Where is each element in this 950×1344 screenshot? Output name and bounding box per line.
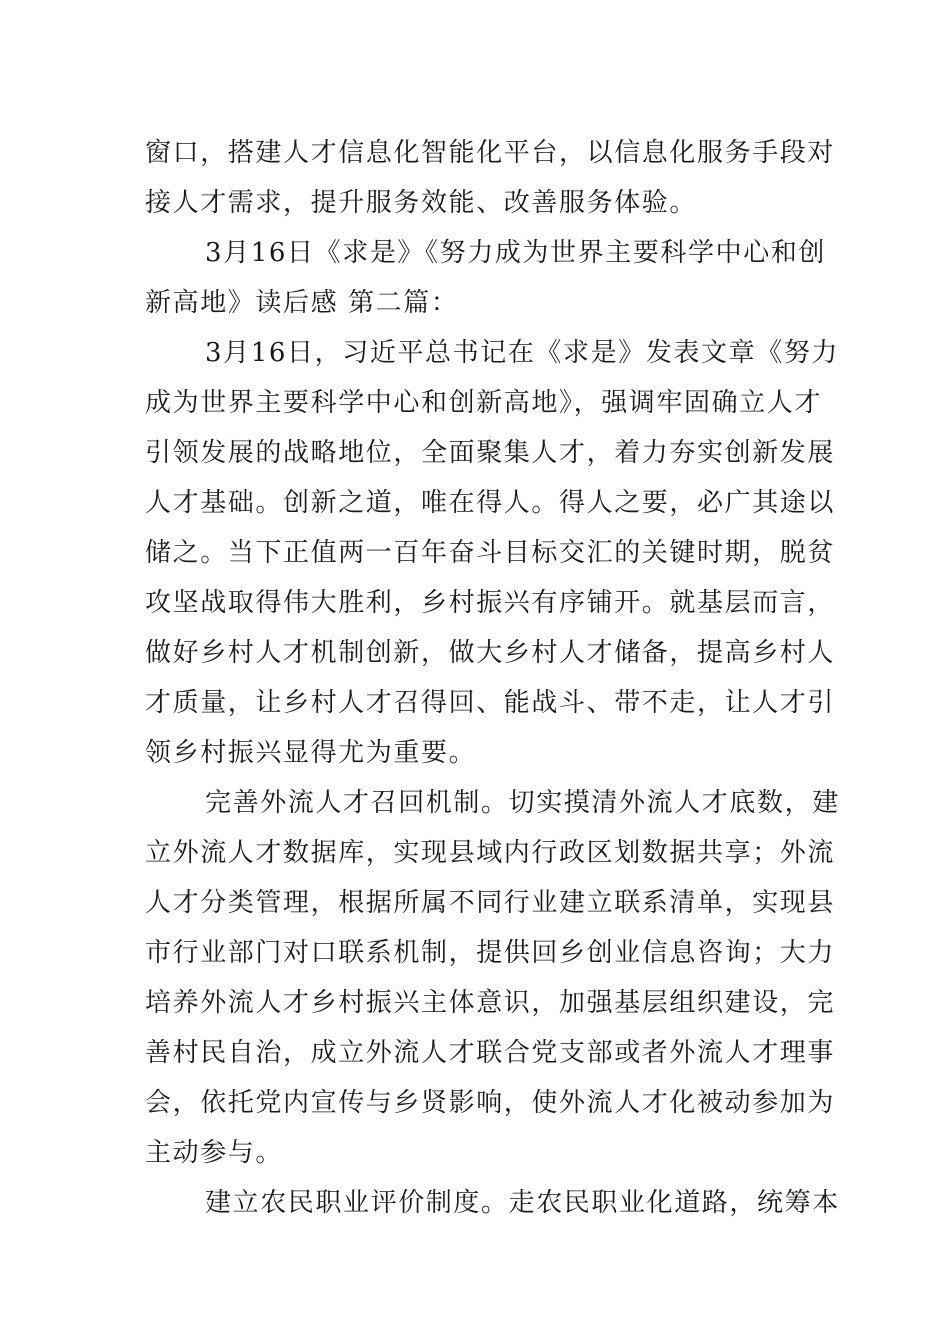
paragraph [145, 1178, 840, 1228]
paragraph [145, 328, 840, 778]
text-line: 引领发展的战略地位，全面聚集人才，着力夯实创新发展 [145, 438, 836, 468]
text-line: 主动参与。 [145, 1138, 284, 1168]
text-line: 培养外流人才乡村振兴主体意识，加强基层组织建设，完 [145, 988, 836, 1018]
text-line: 领乡村振兴显得尤为重要。 [145, 738, 477, 768]
text-line: 完善外流人才召回机制。切实摸清外流人才底数，建 [205, 788, 840, 818]
paragraph [145, 778, 840, 1178]
document-page [145, 128, 840, 1228]
text-line: 攻坚战取得伟大胜利，乡村振兴有序铺开。就基层而言， [145, 588, 836, 618]
text-line: 窗口，搭建人才信息化智能化平台，以信息化服务手段对 [145, 138, 836, 168]
text-line: 3月16日《求是》《努力成为世界主要科学中心和创 [205, 238, 827, 268]
text-line: 储之。当下正值两一百年奋斗目标交汇的关键时期，脱贫 [145, 538, 836, 568]
text-line: 人才分类管理，根据所属不同行业建立联系清单，实现县 [145, 888, 836, 918]
section-heading [145, 228, 827, 328]
text-line: 才质量，让乡村人才召得回、能战斗、带不走，让人才引 [145, 688, 836, 718]
text-line: 建立农民职业评价制度。走农民职业化道路，统筹本 [205, 1188, 840, 1218]
text-line: 善村民自治，成立外流人才联合党支部或者外流人才理事 [145, 1038, 836, 1068]
text-line: 成为世界主要科学中心和创新高地》，强调牢固确立人才 [145, 388, 823, 418]
text-line: 人才基础。创新之道，唯在得人。得人之要，必广其途以 [145, 488, 836, 518]
text-line: 市行业部门对口联系机制，提供回乡创业信息咨询；大力 [145, 938, 836, 968]
text-line: 接人才需求，提升服务效能、改善服务体验。 [145, 188, 698, 218]
text-line: 立外流人才数据库，实现县域内行政区划数据共享；外流 [145, 838, 836, 868]
paragraph [145, 128, 836, 228]
text-line: 3月16日，习近平总书记在《求是》发表文章《努力 [205, 338, 840, 368]
text-line: 新高地》读后感 第二篇： [145, 288, 459, 318]
text-line: 会，依托党内宣传与乡贤影响，使外流人才化被动参加为 [145, 1088, 836, 1118]
text-line: 做好乡村人才机制创新，做大乡村人才储备，提高乡村人 [145, 638, 836, 668]
